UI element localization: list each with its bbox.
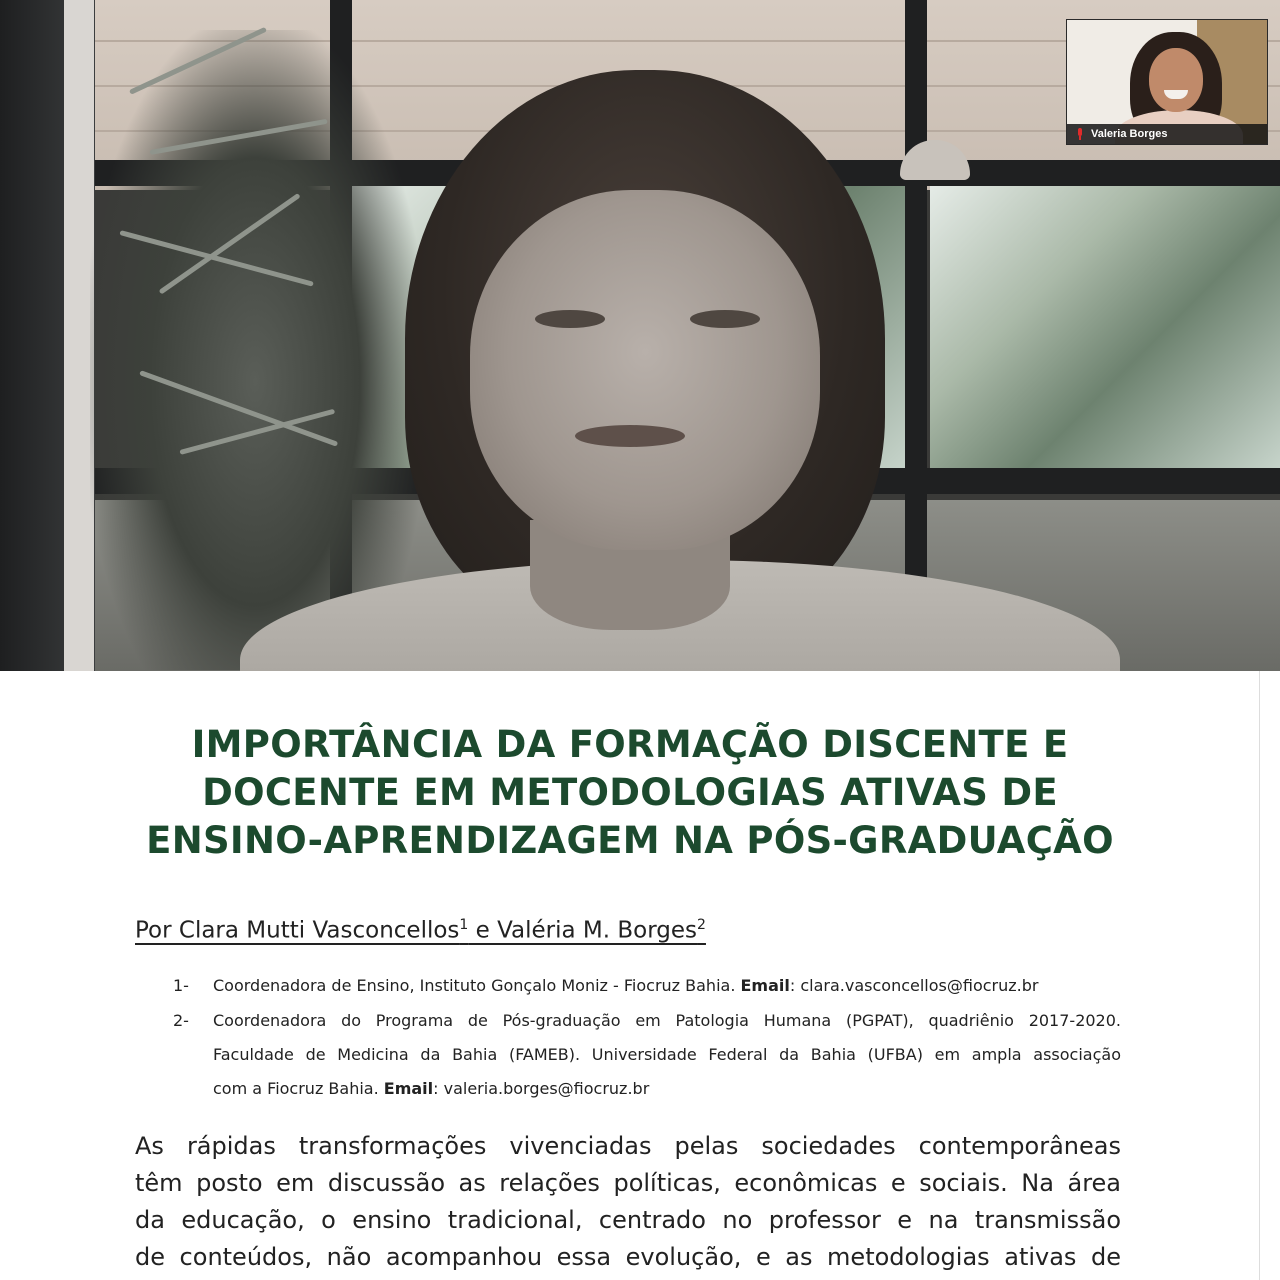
paragraph-line: de conteúdos, não acompanhou essa evolução, e as metodologias ativas de [135, 1243, 1121, 1271]
email-label: Email [383, 1079, 434, 1098]
email-address: : clara.vasconcellos@fiocruz.br [789, 976, 1039, 995]
author-footnote-2: 2 [697, 917, 706, 933]
microphone-muted-icon [1075, 128, 1085, 140]
affiliation-number: 1- [173, 976, 189, 995]
title-line: IMPORTÂNCIA DA FORMAÇÃO DISCENTE E [191, 723, 1069, 766]
shared-document [0, 671, 1280, 1280]
participant-name: Valeria Borges [1091, 128, 1168, 140]
body-paragraph [135, 1128, 1121, 1276]
authors-line: Por Clara Mutti Vasconcellos$^1$ e Valéria M. Borges$^2$ [135, 917, 706, 944]
participant-thumbnail[interactable] [1066, 19, 1268, 145]
email-label: Email [740, 976, 790, 995]
paragraph-line: têm posto em discussão as relações políticas, econômicas e sociais. Na área [135, 1169, 1121, 1197]
document-title [100, 721, 1160, 865]
affiliation-1: 1- Coordenadora de Ensino, Instituto Gonçalo Moniz - Fiocruz Bahia. Email: clara.vasconcellos@fiocruz.br [135, 969, 1125, 1003]
participant-name-bar [1067, 124, 1267, 144]
affiliation-number: 2- [173, 1011, 189, 1030]
title-line: DOCENTE EM METODOLOGIAS ATIVAS DE [202, 771, 1058, 814]
email-address: : valeria.borges@fiocruz.br [433, 1079, 650, 1098]
paragraph-line: da educação, o ensino tradicional, centrado no professor e na transmissão [135, 1206, 1121, 1234]
paragraph-line: As rápidas transformações vivenciadas pelas sociedades contemporâneas [135, 1132, 1121, 1160]
affiliation-2: 2- Coordenadora do Programa de Pós-graduação em Patologia Humana (PGPAT), quadriênio 2017-2020. Faculdade de Medicina da Bahia (FAMEB). Universidade Federal da Bahia (UFBA) em ampla associação com a Fiocruz Bahia. Email: valeria.borges@fiocruz.br [135, 1004, 1125, 1106]
author-footnote-1: 1 [459, 917, 469, 933]
title-line: ENSINO-APRENDIZAGEM NA PÓS-GRADUAÇÃO [146, 819, 1114, 862]
